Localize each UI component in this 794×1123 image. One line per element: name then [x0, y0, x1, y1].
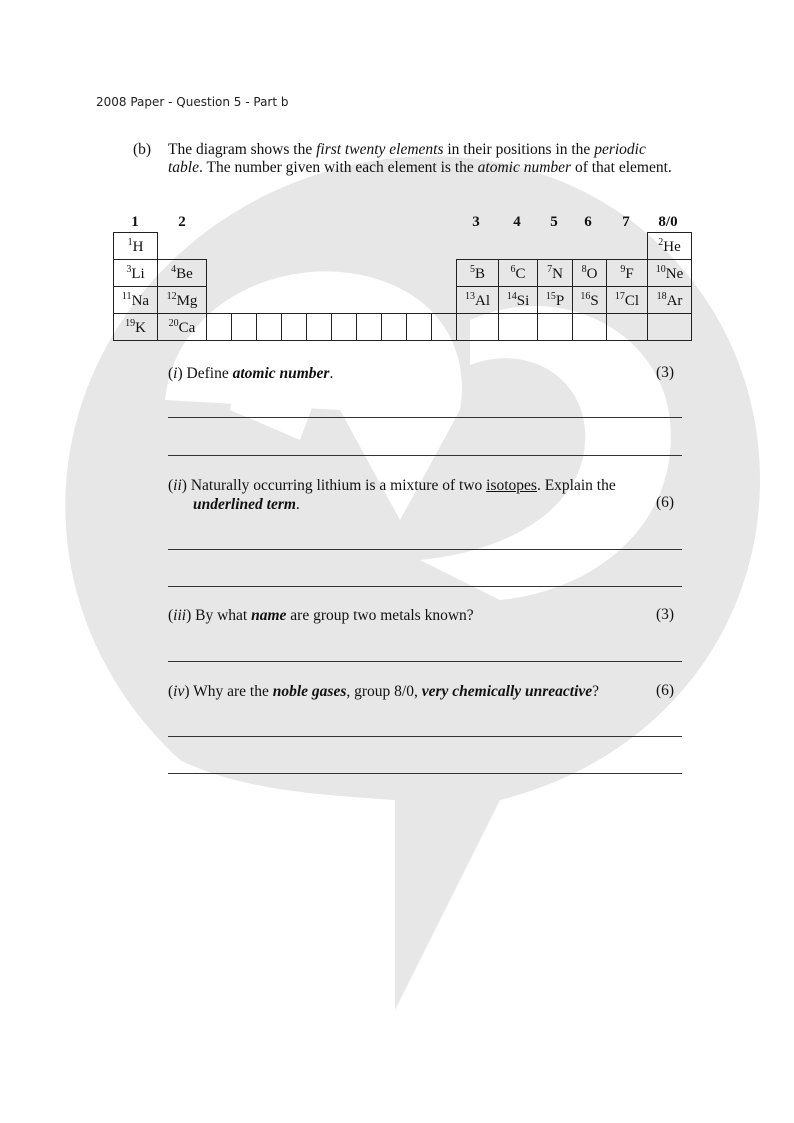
- answer-line[interactable]: [168, 549, 682, 550]
- group-label-1: 1: [131, 214, 139, 230]
- empty-cell: [499, 314, 538, 341]
- element-cell-f: $^9$F: [607, 260, 648, 287]
- table-row: [114, 260, 692, 287]
- table-row: [114, 233, 692, 260]
- empty-cell: [648, 314, 692, 341]
- marks-ii: (6): [656, 494, 675, 511]
- empty-cell: [538, 314, 573, 341]
- answer-line[interactable]: [168, 661, 682, 662]
- element-cell-n: $^7$N: [538, 260, 573, 287]
- group-label-7: 7: [622, 214, 630, 230]
- element-cell-ca: $^{20}$Ca: [158, 314, 207, 341]
- transition-cell: [207, 314, 232, 341]
- group-label-5: 5: [550, 214, 558, 230]
- answer-line[interactable]: [168, 586, 682, 587]
- answer-line[interactable]: [168, 736, 682, 737]
- question-iv: (iv) Why are the noble gases, group 8/0, very chemically unreactive?: [168, 683, 600, 700]
- element-cell-cl: $^{17}$Cl: [607, 287, 648, 314]
- table-row: [114, 314, 692, 341]
- marks-iv: (6): [656, 682, 675, 699]
- answer-line[interactable]: [168, 773, 682, 774]
- marks-i: (3): [656, 364, 675, 381]
- element-cell-p: $^{15}$P: [538, 287, 573, 314]
- group-label-2: 2: [178, 214, 186, 230]
- element-cell-ar: $^{18}$Ar: [648, 287, 692, 314]
- element-cell-o: $^8$O: [573, 260, 607, 287]
- question-iii: (iii) By what name are group two metals known?: [168, 607, 474, 624]
- transition-cell: [232, 314, 257, 341]
- group-label-8: 8/0: [658, 214, 678, 230]
- group-label-6: 6: [584, 214, 592, 230]
- periodic-table: [113, 232, 692, 341]
- element-cell-c: $^6$C: [499, 260, 538, 287]
- transition-cell: [432, 314, 457, 341]
- element-cell-al: $^{13}$Al: [457, 287, 499, 314]
- element-cell-he: $^2$He: [648, 233, 692, 260]
- element-cell-k: $^{19}$K: [114, 314, 158, 341]
- group-label-4: 4: [513, 214, 521, 230]
- empty-cell: [457, 314, 499, 341]
- element-cell-na: $^{11}$Na: [114, 287, 158, 314]
- answer-line[interactable]: [168, 455, 682, 456]
- transition-cell: [382, 314, 407, 341]
- element-cell-ne: $^{10}$Ne: [648, 260, 692, 287]
- group-label-3: 3: [472, 214, 480, 230]
- transition-cell: [282, 314, 307, 341]
- element-cell-h: $^1$H: [114, 233, 158, 260]
- transition-cell: [332, 314, 357, 341]
- intro-paragraph: The diagram shows the first twenty elements in their positions in the periodic table. The number given with each element is the atomic number of that element.: [168, 141, 672, 176]
- table-row: [114, 287, 692, 314]
- empty-cell: [607, 314, 648, 341]
- element-cell-s: $^{16}$S: [573, 287, 607, 314]
- element-cell-b: $^5$B: [457, 260, 499, 287]
- transition-cell: [357, 314, 382, 341]
- question-i: (i) Define atomic number.: [168, 365, 334, 382]
- element-cell-li: $^3$Li: [114, 260, 158, 287]
- transition-cell: [407, 314, 432, 341]
- marks-iii: (3): [656, 606, 675, 623]
- answer-line[interactable]: [168, 417, 682, 418]
- element-cell-mg: $^{12}$Mg: [158, 287, 207, 314]
- element-cell-be: $^4$Be: [158, 260, 207, 287]
- transition-cell: [257, 314, 282, 341]
- page-header: 2008 Paper - Question 5 - Part b: [96, 95, 289, 109]
- transition-cell: [307, 314, 332, 341]
- empty-cell: [573, 314, 607, 341]
- question-ii: (ii) Naturally occurring lithium is a mixture of two isotopes. Explain the underlined term.: [168, 477, 616, 513]
- element-cell-si: $^{14}$Si: [499, 287, 538, 314]
- part-label: (b): [133, 141, 152, 158]
